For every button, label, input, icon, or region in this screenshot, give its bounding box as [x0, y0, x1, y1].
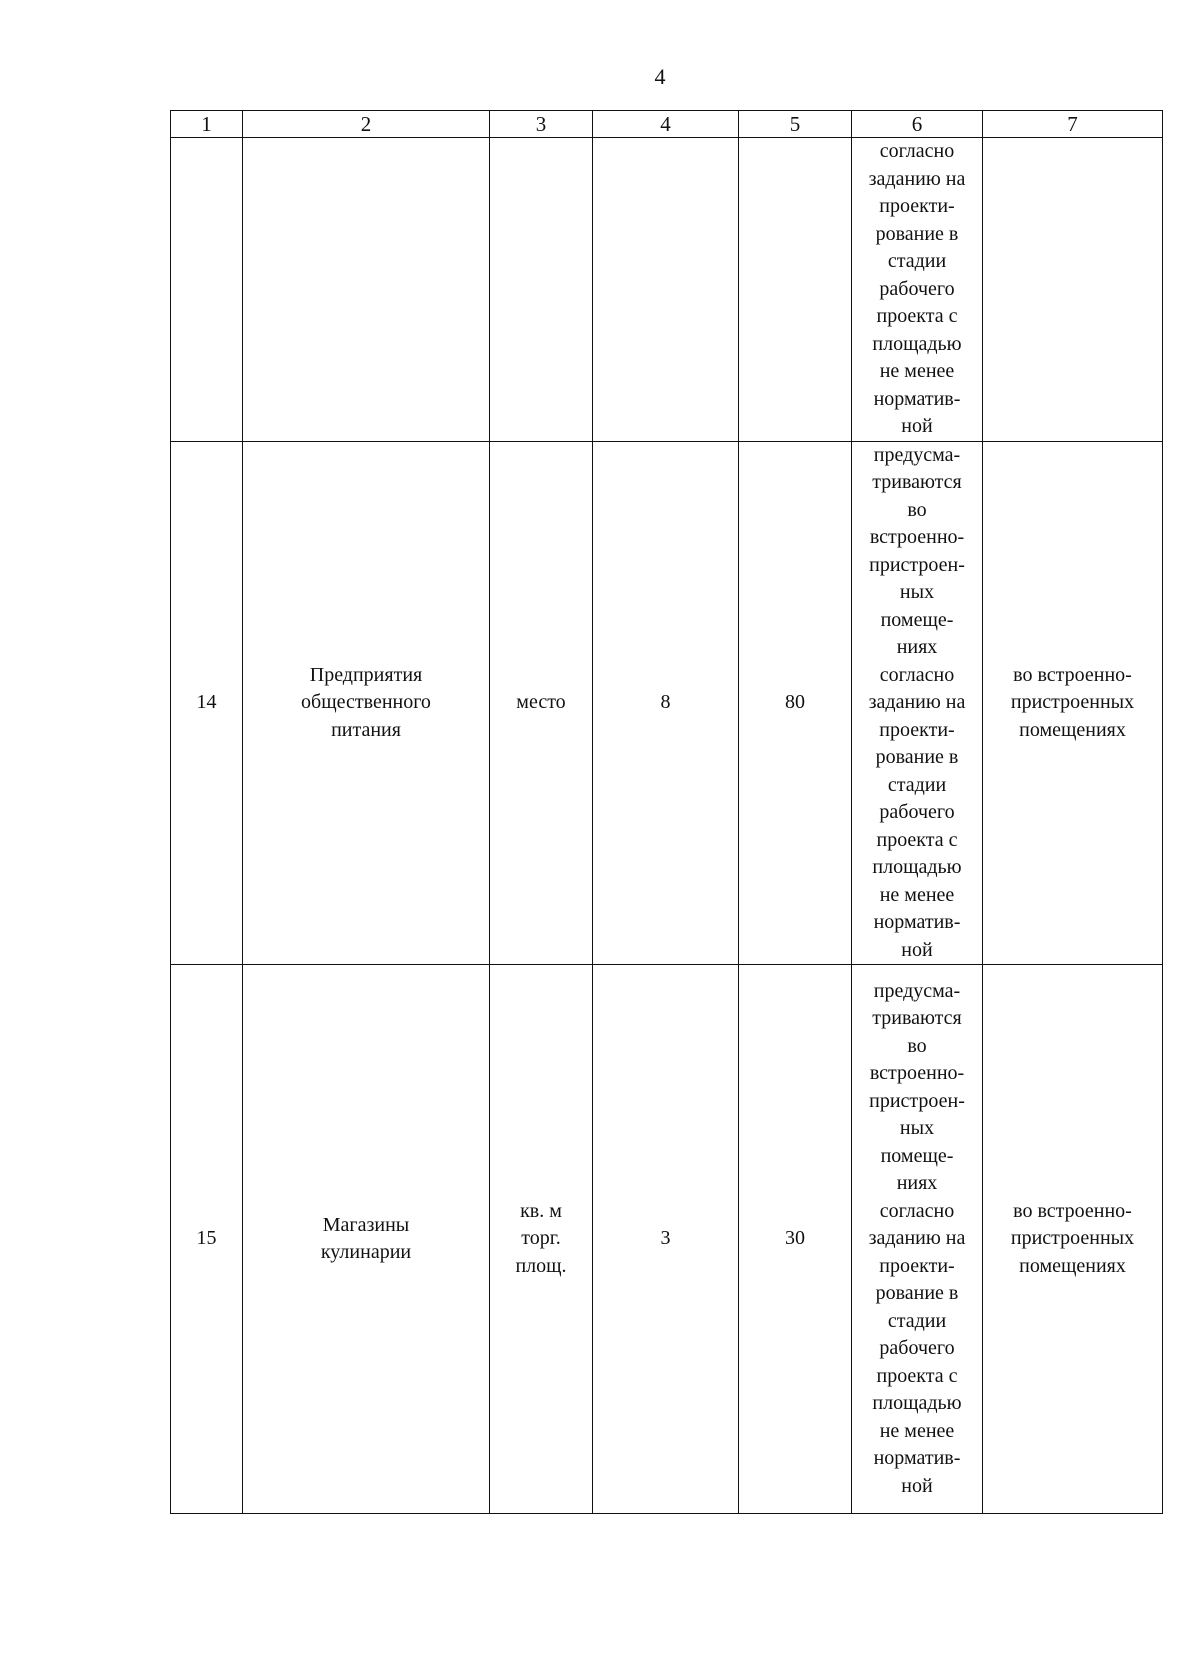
facility-name-cell — [243, 138, 490, 442]
column-header: 5 — [739, 111, 852, 138]
note-cell: предусма- триваются во встроенно- пристроен- ных помеще- ниях согласно заданию на проекти- рование в стадии рабочего проекта с площадью не менее норматив- ной — [852, 441, 983, 965]
column-header: 6 — [852, 111, 983, 138]
note-cell: согласно заданию на проекти- рование в стадии рабочего проекта с площадью не менее норматив- ной — [852, 138, 983, 442]
column-header: 2 — [243, 111, 490, 138]
table-row — [171, 441, 1163, 965]
norms-table — [170, 110, 1163, 1514]
note-cell: предусма- триваются во встроенно- пристроен- ных помеще- ниях согласно заданию на проекти- рование в стадии рабочего проекта с площадью не менее норматив- ной — [852, 965, 983, 1514]
table-row — [171, 965, 1163, 1514]
unit-cell: кв. м торг. площ. — [490, 965, 593, 1514]
value-cell — [739, 138, 852, 442]
value-cell: 80 — [739, 441, 852, 965]
unit-cell — [490, 138, 593, 442]
table-row — [171, 138, 1163, 442]
norm-cell — [593, 138, 739, 442]
facility-name-cell: Магазины кулинарии — [243, 965, 490, 1514]
column-header: 1 — [171, 111, 243, 138]
placement-cell: во встроенно- пристроенных помещениях — [983, 441, 1163, 965]
row-number-cell: 14 — [171, 441, 243, 965]
value-cell: 30 — [739, 965, 852, 1514]
row-number-cell — [171, 138, 243, 442]
facility-name-cell: Предприятия общественного питания — [243, 441, 490, 965]
unit-cell: место — [490, 441, 593, 965]
norm-cell: 3 — [593, 965, 739, 1514]
row-number-cell: 15 — [171, 965, 243, 1514]
table-header-row — [171, 111, 1163, 138]
column-header: 3 — [490, 111, 593, 138]
column-header: 7 — [983, 111, 1163, 138]
placement-cell: во встроенно- пристроенных помещениях — [983, 965, 1163, 1514]
page-number: 4 — [654, 64, 666, 89]
placement-cell — [983, 138, 1163, 442]
column-header: 4 — [593, 111, 739, 138]
norm-cell: 8 — [593, 441, 739, 965]
